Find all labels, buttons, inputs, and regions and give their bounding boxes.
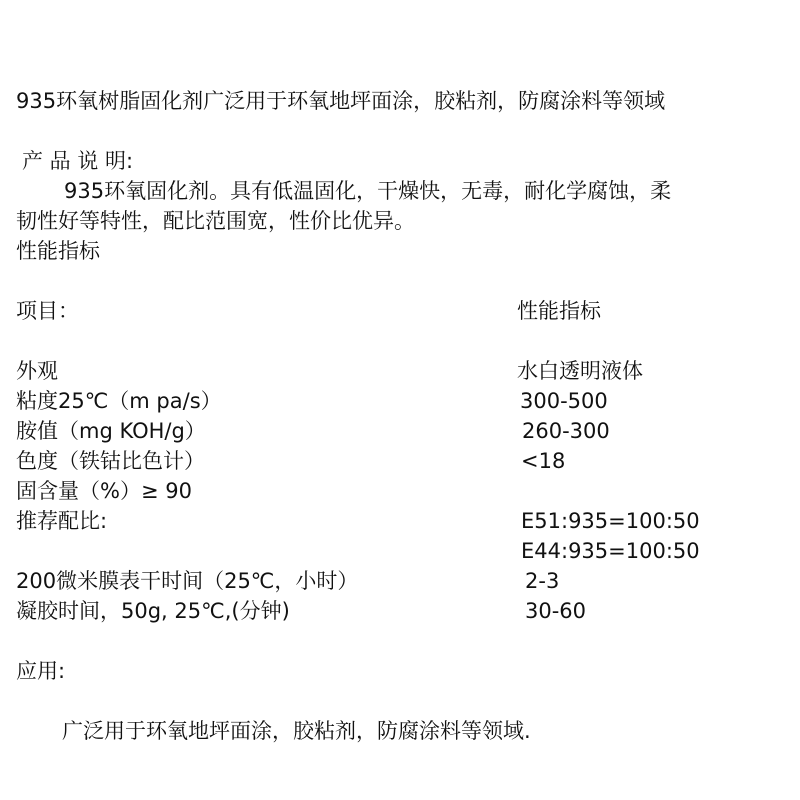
table-row bbox=[16, 536, 786, 566]
description-line-1: 935环氧固化剂。具有低温固化，干燥快，无毒，耐化学腐蚀，柔 bbox=[64, 179, 672, 203]
application-text: 广泛用于环氧地坪面涂，胶粘剂，防腐涂料等领域. bbox=[62, 719, 531, 743]
table-row bbox=[16, 416, 786, 446]
spec-header-value: 性能指标 bbox=[517, 299, 601, 323]
table-row bbox=[16, 356, 786, 386]
table-row bbox=[16, 596, 786, 626]
spec-value: 300-500 bbox=[520, 389, 608, 413]
spec-label: 凝胶时间，50g, 25℃,(分钟) bbox=[16, 599, 290, 623]
spec-label: 粘度25℃（m pa/s） bbox=[16, 389, 222, 413]
spec-value: E44:935=100:50 bbox=[521, 539, 700, 563]
headline: 935环氧树脂固化剂广泛用于环氧地坪面涂，胶粘剂，防腐涂料等领域 bbox=[16, 89, 666, 113]
spec-label: 色度（铁钴比色计） bbox=[16, 449, 205, 473]
table-row bbox=[16, 476, 786, 506]
table-row bbox=[16, 506, 786, 536]
spec-value: 水白透明液体 bbox=[517, 359, 643, 383]
spec-value: <18 bbox=[521, 449, 566, 473]
spec-header-label: 项目： bbox=[16, 299, 79, 323]
spec-value: 30-60 bbox=[525, 599, 587, 623]
spec-table-header bbox=[16, 296, 786, 326]
spec-value: 2-3 bbox=[525, 569, 560, 593]
spec-value: 260-300 bbox=[522, 419, 610, 443]
spec-label: 胺值（mg KOH/g） bbox=[16, 419, 206, 443]
performance-heading: 性能指标 bbox=[16, 239, 100, 263]
spec-label: 推荐配比: bbox=[16, 509, 108, 533]
spec-value: E51:935=100:50 bbox=[521, 509, 700, 533]
spec-label: 外观 bbox=[16, 359, 58, 383]
application-heading: 应用: bbox=[16, 659, 66, 683]
table-row bbox=[16, 446, 786, 476]
table-row bbox=[16, 386, 786, 416]
spec-label: 200微米膜表干时间（25℃，小时） bbox=[16, 569, 359, 593]
description-line-2: 韧性好等特性，配比范围宽，性价比优异。 bbox=[16, 209, 415, 233]
table-row bbox=[16, 566, 786, 596]
description-heading: 产 品 说 明: bbox=[22, 149, 134, 173]
spec-label: 固含量（%）≥ 90 bbox=[16, 479, 192, 503]
